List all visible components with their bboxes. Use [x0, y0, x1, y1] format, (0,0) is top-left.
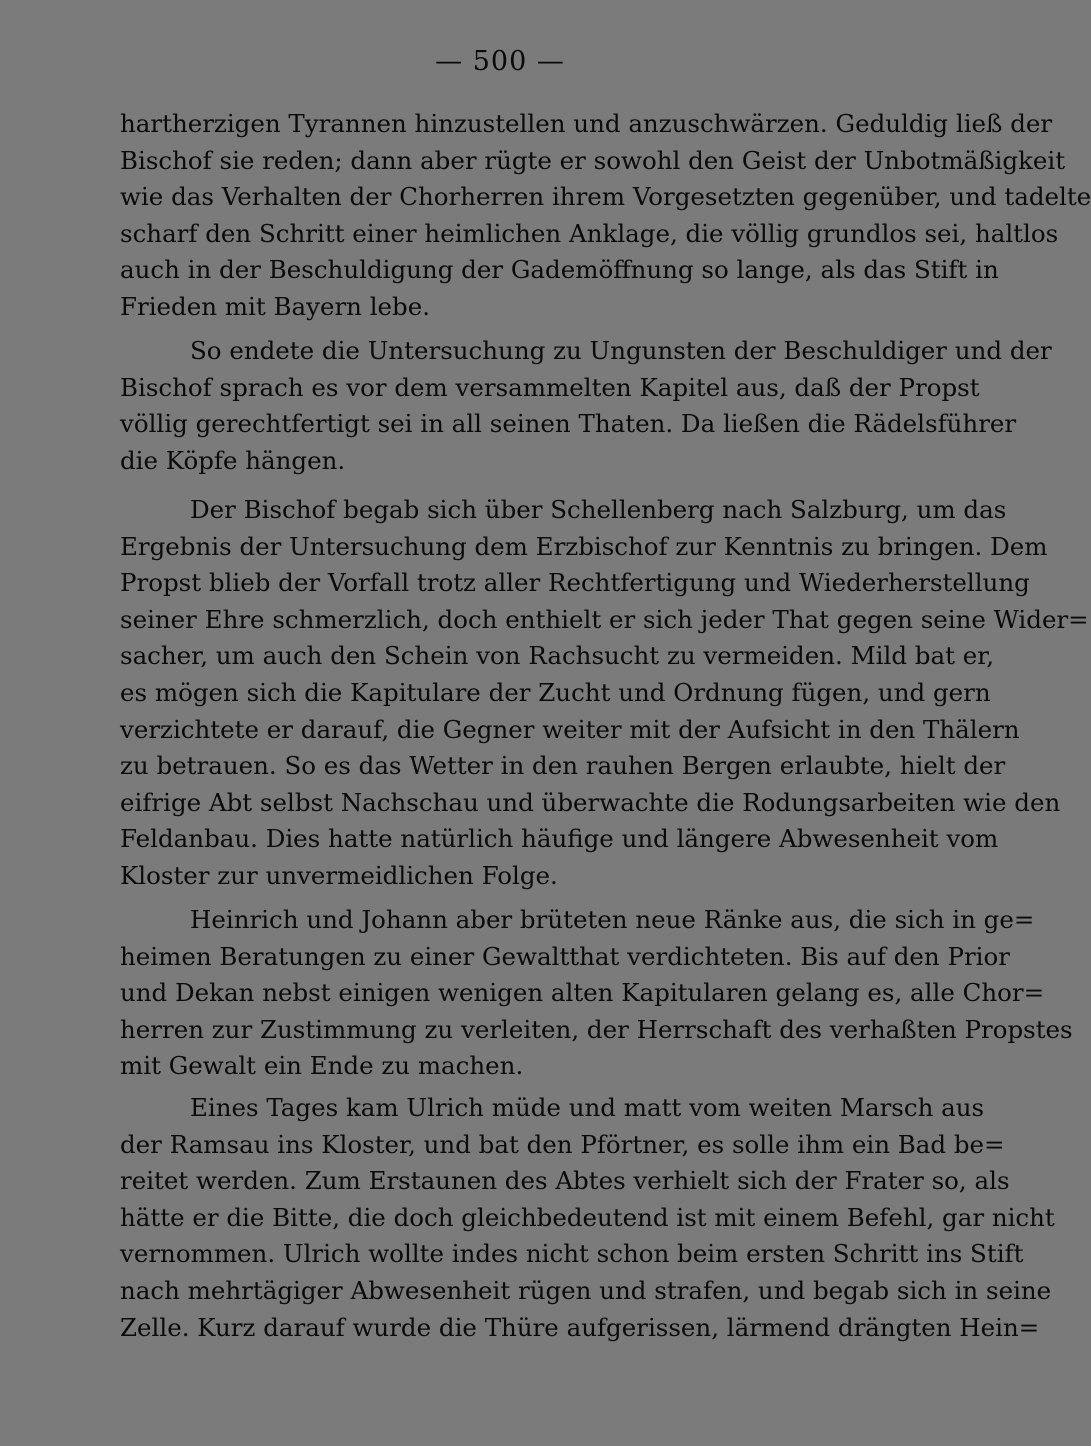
text-line: Feldanbau. Dies hatte natürlich häufige und längere Abwesenheit vom	[120, 824, 999, 854]
text-line: wie das Verhalten der Chorherren ihrem Vorgesetzten gegenüber, und tadelte	[120, 182, 1091, 212]
text-line: Eines Tages kam Ulrich müde und matt vom weiten Marsch aus	[190, 1093, 985, 1122]
text-line: hartherzigen Tyrannen hinzustellen und anzuschwärzen. Geduldig ließ der	[120, 109, 1053, 138]
text-line: zu betrauen. So es das Wetter in den rauhen Bergen erlaubte, hielt der	[120, 751, 1006, 781]
text-line: scharf den Schritt einer heimlichen Anklage, die völlig grundlos sei, haltlos	[120, 218, 1059, 248]
text-line: verzichtete er darauf, die Gegner weiter mit der Aufsicht in den Thälern	[120, 714, 1020, 744]
text-line: Der Bischof begab sich über Schellenberg nach Salzburg, um das	[190, 495, 1007, 524]
text-line: Ergebnis der Untersuchung dem Erzbischof zur Kenntnis zu bringen. Dem	[120, 531, 1048, 561]
paragraph-1	[120, 106, 1091, 326]
text-line: Kloster zur unvermeidlichen Folge.	[120, 860, 558, 890]
text-line: der Ramsau ins Kloster, und bat den Pförtner, es solle ihm ein Bad be=	[120, 1129, 1005, 1159]
text-line: eifrige Abt selbst Nachschau und überwachte die Rodungsarbeiten wie den	[120, 787, 1061, 817]
text-line: die Köpfe hängen.	[120, 445, 346, 475]
text-line: seiner Ehre schmerzlich, doch enthielt er sich jeder That gegen seine Wider=	[120, 604, 1089, 634]
text-line: hätte er die Bitte, die doch gleichbedeutend ist mit einem Befehl, gar nicht	[120, 1202, 1055, 1232]
text-line: Heinrich und Johann aber brüteten neue Ränke aus, die sich in ge=	[190, 905, 1035, 934]
text-line: vernommen. Ulrich wollte indes nicht schon beim ersten Schritt ins Stift	[120, 1239, 1024, 1269]
page-number: — 500 —	[435, 46, 565, 77]
text-line: es mögen sich die Kapitulare der Zucht und Ordnung fügen, und gern	[120, 677, 991, 707]
text-line: auch in der Beschuldigung der Gademöffnung so lange, als das Stift in	[120, 255, 999, 285]
text-line: Bischof sprach es vor dem versammelten Kapitel aus, daß der Propst	[120, 372, 980, 402]
text-line: sacher, um auch den Schein von Rachsucht zu vermeiden. Mild bat er,	[120, 641, 995, 671]
text-line: völlig gerechtfertigt sei in all seinen Thaten. Da ließen die Rädelsführer	[120, 409, 1017, 439]
text-line: So endete die Untersuchung zu Ungunsten der Beschuldiger und der	[190, 336, 1052, 365]
text-line: Zelle. Kurz darauf wurde die Thüre aufgerissen, lärmend drängten Hein=	[120, 1312, 1040, 1342]
paragraph-2	[120, 333, 1052, 479]
text-line: heimen Beratungen zu einer Gewaltthat verdichteten. Bis auf den Prior	[120, 941, 1010, 971]
text-line: nach mehrtägiger Abwesenheit rügen und strafen, und begab sich in seine	[120, 1275, 1052, 1305]
text-line: herren zur Zustimmung zu verleiten, der Herrschaft des verhaßten Propstes	[120, 1014, 1073, 1044]
text-line: Propst blieb der Vorfall trotz aller Rechtfertigung und Wiederherstellung	[120, 568, 1030, 598]
paragraph-3	[120, 492, 1089, 895]
paragraph-4	[120, 902, 1073, 1085]
text-line: Bischof sie reden; dann aber rügte er sowohl den Geist der Unbotmäßigkeit	[120, 145, 1066, 175]
text-line: Frieden mit Bayern lebe.	[120, 291, 431, 321]
text-line: reitet werden. Zum Erstaunen des Abtes verhielt sich der Frater so, als	[120, 1166, 1010, 1196]
text-line: mit Gewalt ein Ende zu machen.	[120, 1051, 524, 1081]
paragraph-5	[120, 1090, 1055, 1346]
text-line: und Dekan nebst einigen wenigen alten Kapitularen gelang es, alle Chor=	[120, 978, 1045, 1008]
